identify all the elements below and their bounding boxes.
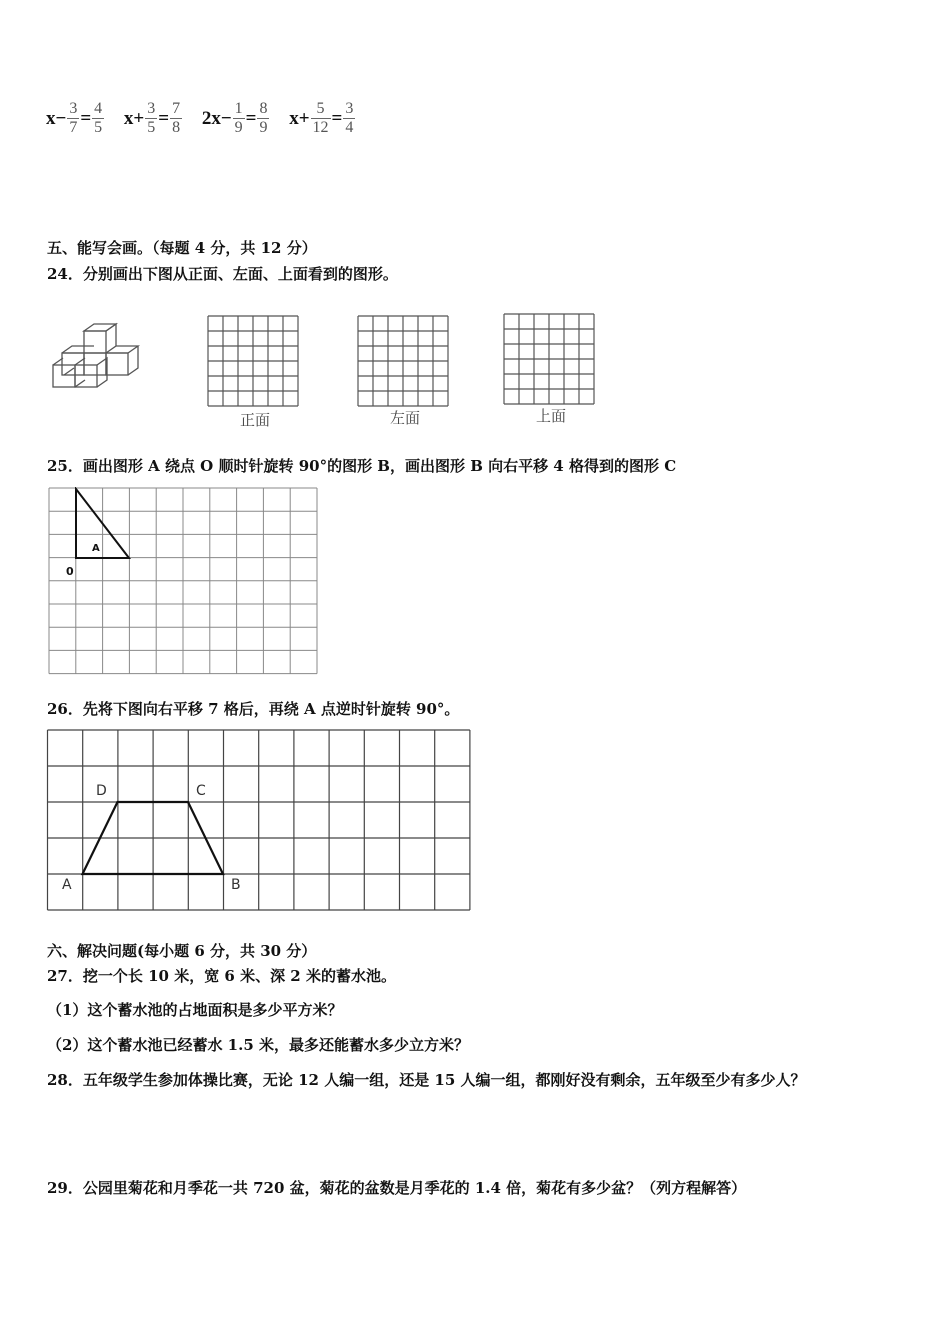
question-27-part-2: （2）这个蓄水池已经蓄水 1.5 米，最多还能蓄水多少立方米？ xyxy=(47,1036,469,1054)
equation-3: 2x− $\frac{1}{9}$ = $\frac{8}{9}$ xyxy=(201,100,268,136)
fraction: $\frac{1}{9}$ xyxy=(234,100,243,136)
equation-2: x+ $\frac{3}{5}$ = $\frac{7}{8}$ xyxy=(123,100,181,136)
fraction: $\frac{8}{9}$ xyxy=(259,100,268,136)
left-view-label: 左面 xyxy=(389,409,421,427)
question-26: 26．先将下图向右平移 7 格后，再绕 A 点逆时针旋转 90°。 xyxy=(47,700,460,718)
question-25: 25．画出图形 A 绕点 O 顺时针旋转 90°的图形 B，画出图形 B 向右平移 4 格得到的图形 C xyxy=(47,457,677,475)
section-5-heading: 五、能写会画。（每题 4 分，共 12 分） xyxy=(47,239,317,257)
fraction: $\frac{5}{12}$ xyxy=(312,100,329,136)
cube-stack-figure xyxy=(50,320,150,400)
question-27: 27．挖一个长 10 米，宽 6 米、深 2 米的蓄水池。 xyxy=(47,967,396,985)
question-24: 24．分别画出下图从正面、左面、上面看到的图形。 xyxy=(47,265,398,283)
rotation-grid xyxy=(48,487,320,677)
equation-4: x+ $\frac{5}{12}$ = $\frac{3}{4}$ xyxy=(289,100,354,136)
equation-1: x− $\frac{3}{7}$ = $\frac{4}{5}$ xyxy=(46,100,103,136)
fraction: $\frac{3}{7}$ xyxy=(69,100,78,136)
top-view-grid xyxy=(501,312,601,432)
vertex-b-label: B xyxy=(231,877,241,893)
vertex-a-label: A xyxy=(62,877,72,893)
vertex-d-label: D xyxy=(96,783,107,799)
vertex-c-label: C xyxy=(196,783,206,799)
question-29: 29．公园里菊花和月季花一共 720 盆，菊花的盆数是月季花的 1.4 倍，菊花有多少盆？（列方程解答） xyxy=(47,1179,747,1197)
front-view-label: 正面 xyxy=(239,411,271,429)
fraction: $\frac{3}{4}$ xyxy=(345,100,354,136)
fraction: $\frac{7}{8}$ xyxy=(172,100,181,136)
question-28: 28．五年级学生参加体操比赛，无论 12 人编一组，还是 15 人编一组，都刚好没有剩余，五年级至少有多少人？ xyxy=(47,1071,806,1089)
equation-row xyxy=(46,100,370,137)
front-view-grid xyxy=(205,314,305,434)
translation-grid xyxy=(46,729,472,913)
question-27-part-1: （1）这个蓄水池的占地面积是多少平方米？ xyxy=(47,1001,343,1019)
triangle-a-label: A xyxy=(92,543,100,554)
point-o-label: 0 xyxy=(66,565,74,578)
left-view-grid xyxy=(355,314,455,434)
section-6-heading: 六、解决问题(每小题 6 分，共 30 分） xyxy=(47,942,317,960)
fraction: $\frac{3}{5}$ xyxy=(147,100,156,136)
top-view-label: 上面 xyxy=(535,407,567,425)
fraction: $\frac{4}{5}$ xyxy=(94,100,103,136)
